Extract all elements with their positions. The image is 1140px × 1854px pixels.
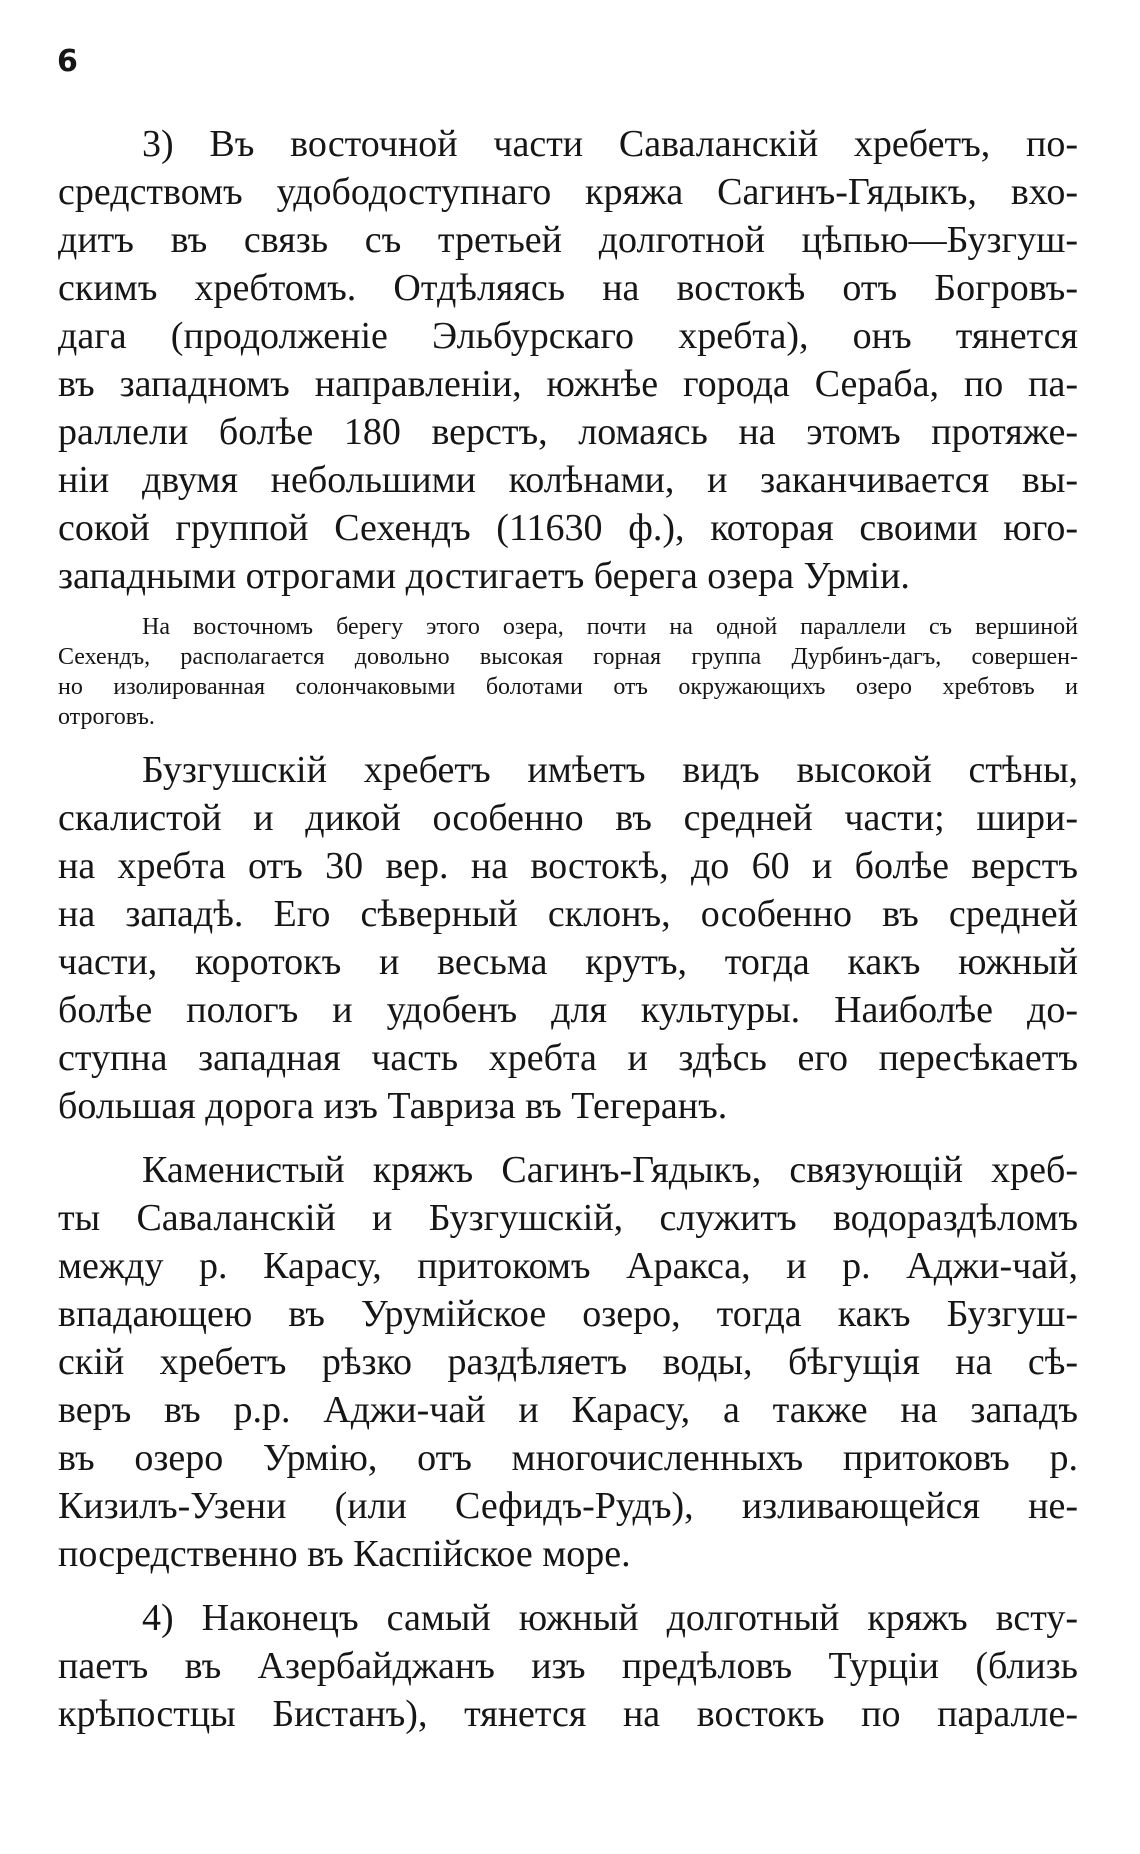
footnote-line: но изолированная солончаковыми болотами отъ окружающихъ озеро хребтовъ и (58, 674, 1078, 700)
text-line: впадающею въ Урумійское озеро, тогда какъ Бузгуш- (58, 1293, 1078, 1335)
text-line: средствомъ удободоступнаго кряжа Сагинъ-Гядыкъ, вхо- (58, 171, 1078, 213)
text-line: 3) Въ восточной части Саваланскій хребетъ, по- (142, 123, 1078, 165)
text-line: скій хребетъ рѣзко раздѣляетъ воды, бѣгущія на сѣ- (58, 1341, 1078, 1383)
text-line: большая дорога изъ Тавриза въ Тегеранъ. (58, 1085, 728, 1127)
text-line: крѣпостцы Бистанъ), тянется на востокъ по паралле- (58, 1693, 1078, 1735)
footnote-line: отроговъ. (58, 704, 155, 730)
paragraph-1 (58, 120, 1078, 600)
text-line: въ озеро Урмію, отъ многочисленныхъ притоковъ р. (58, 1437, 1078, 1479)
text-line: на западѣ. Его сѣверный склонъ, особенно въ средней (58, 893, 1078, 935)
footnote-line: На восточномъ берегу этого озера, почти на одной параллели съ вершиной (142, 614, 1078, 640)
page-number: 6 (57, 44, 78, 79)
paragraph-3 (58, 1146, 1078, 1578)
text-line: дитъ въ связь съ третьей долготной цѣпью—Бузгуш- (58, 219, 1078, 261)
text-line: веръ въ р.р. Аджи-чай и Карасу, а также на западъ (58, 1389, 1078, 1431)
text-line: сокой группой Сехендъ (11630 ф.), которая своими юго- (58, 507, 1078, 549)
text-line: въ западномъ направленіи, южнѣе города Сераба, по па- (58, 363, 1078, 405)
text-line: раллели болѣе 180 верстъ, ломаясь на этомъ протяже- (58, 411, 1078, 453)
text-line: ты Саваланскій и Бузгушскій, служитъ водораздѣломъ (58, 1197, 1078, 1239)
text-line: на хребта отъ 30 вер. на востокѣ, до 60 и болѣе верстъ (58, 845, 1078, 887)
text-line: Бузгушскій хребетъ имѣетъ видъ высокой стѣны, (142, 749, 1078, 791)
text-line: части, коротокъ и весьма крутъ, тогда какъ южный (58, 941, 1078, 983)
paragraph-4 (58, 1594, 1078, 1738)
text-line: болѣе пологъ и удобенъ для культуры. Наиболѣе до- (58, 989, 1078, 1031)
text-line: между р. Карасу, притокомъ Аракса, и р. Аджи-чай, (58, 1245, 1078, 1287)
text-line: ступна западная часть хребта и здѣсь его пересѣкаетъ (58, 1037, 1078, 1079)
footnote-line: Сехендъ, располагается довольно высокая горная группа Дурбинъ-дагъ, совершен- (58, 644, 1078, 670)
text-line: дага (продолженіе Эльбурскаго хребта), онъ тянется (58, 315, 1078, 357)
text-line: западными отрогами достигаетъ берега озера Урміи. (58, 555, 910, 597)
text-line: Кизилъ-Узени (или Сефидъ-Рудъ), изливающейся не- (58, 1485, 1078, 1527)
paragraph-2 (58, 746, 1078, 1130)
body-text (58, 120, 1078, 1738)
text-line: Каменистый кряжъ Сагинъ-Гядыкъ, связующій хреб- (142, 1149, 1078, 1191)
text-line: скалистой и дикой особенно въ средней части; шири- (58, 797, 1078, 839)
footnote (58, 612, 1078, 732)
text-line: паетъ въ Азербайджанъ изъ предѣловъ Турціи (близь (58, 1645, 1078, 1687)
text-line: посредственно въ Каспійское море. (58, 1533, 631, 1575)
text-line: ніи двумя небольшими колѣнами, и заканчивается вы- (58, 459, 1078, 501)
text-line: скимъ хребтомъ. Отдѣляясь на востокѣ отъ Богровъ- (58, 267, 1078, 309)
text-line: 4) Наконецъ самый южный долготный кряжъ всту- (142, 1597, 1078, 1639)
